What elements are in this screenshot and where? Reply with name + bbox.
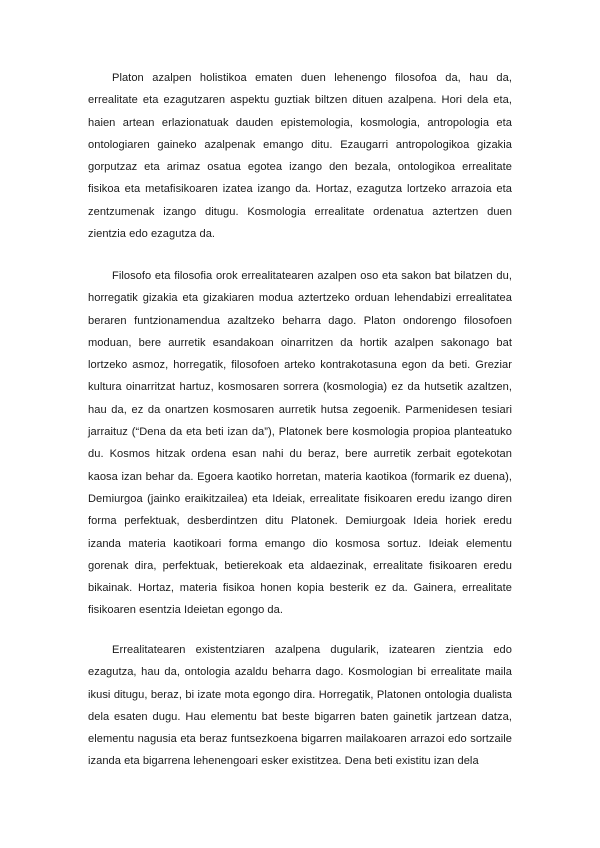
paragraph-3	[88, 639, 512, 773]
paragraph-2	[88, 265, 512, 622]
paragraph-1	[88, 67, 512, 245]
paragraph-1-text: Platon azalpen holistikoa ematen duen lehenengo filosofoa da, hau da, errealitate eta ezagutzaren aspektu guztiak biltzen dituen azalpena. Hori dela eta, haien artean erlazionatuak dauden epistemologia, kosmologia, antropologia eta ontologiaren gaineko azalpenak emango ditu. Ezaugarri antropologikoa gizakia gorputzaz eta arimaz osatua egotea izango den bezala, ontologikoa errealitate fisikoa eta metafisikoaren izatea izango da. Hortaz, ezagutza lortzeko arrazoia eta zentzumenak izango ditugu. Kosmologia errealitate ordenatua aztertzen duen zientzia edo ezagutza da.	[88, 72, 512, 241]
paragraph-2-text: Filosofo eta filosofia orok errealitatearen azalpen oso eta sakon bat bilatzen du, horregatik gizakia eta gizakiaren modua aztertzeko orduan lehendabizi errealitatea beraren funtzionamendua azaltzeko beharra dago. Platon ondorengo filosofoen moduan, bere aurretik esandakoan oinarritzen da hortik azalpen sakonago bat lortzeko asmoz, horregatik, filosofoen arteko kontrakotasuna egon da beti. Greziar kultura oinarritzat hartuz, kosmosaren sorrera (kosmologia) ez da hutsetik azaltzen, hau da, ez da onartzen kosmosaren aurretik hutsa zegoenik. Parmenidesen tesiari jarraituz (“Dena da eta beti izan da”), Platonek bere kosmologia propioa planteatuko du. Kosmos hitzak ordena esan nahi du beraz, bere aurretik zerbait egotekotan kaosa izan behar da. Egoera kaotiko horretan, materia kaotikoa (formarik ez duena), Demiurgoa (jainko eraikitzailea) eta Ideiak, errealitate fisikoaren eredu izango diren forma perfektuak, desberdintzen ditu Platonek. Demiurgoak Ideia horiek eredu izanda materia kaotikoari forma emango dio kosmosa sortuz. Ideiak elementu gorenak dira, perfektuak, betierekoak eta aldaezinak, errealitate fisikoaren eredu bikainak. Hortaz, materia fisikoa honen kopia besterik ez da. Gainera, errealitate fisikoaren esentzia Ideietan egongo da.	[88, 270, 512, 617]
paragraph-3-text: Errealitatearen existentziaren azalpena dugularik, izatearen zientzia edo ezagutza, hau da, ontologia azaldu beharra dago. Kosmologian bi errealitate maila ikusi ditugu, beraz, bi izate mota egongo dira. Horregatik, Platonen ontologia dualista dela esaten dugu. Hau elementu bat beste bigarren baten gainetik jartzean datza, elementu nagusia eta beraz funtsezkoena bigarren mailakoaren arrazoi edo sortzaile izanda eta bigarrena lehenengoari esker existitzea. Dena beti existitu izan dela	[88, 644, 512, 768]
